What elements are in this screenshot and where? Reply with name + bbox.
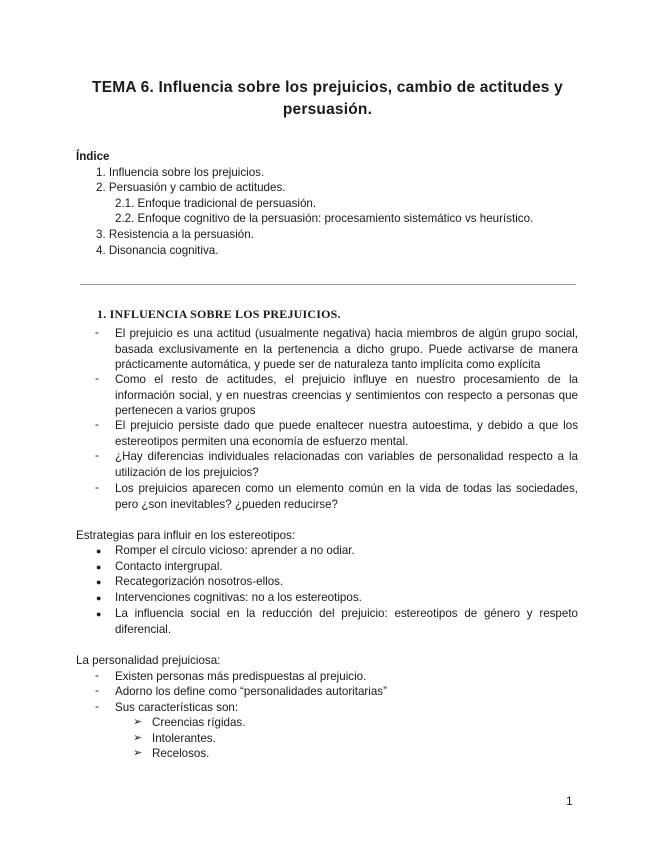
bullet-marker: ●	[96, 562, 102, 572]
bullet-marker: ●	[96, 546, 102, 556]
text-line: Los prejuicios aparecen como un elemento común en la vida de todas las sociedades,	[115, 482, 578, 495]
text-line: ¿Hay diferencias individuales relacionadas con variables de personalidad respecto a la	[115, 450, 578, 463]
arrow-bullet-icon: ➢	[133, 716, 143, 728]
text-line: pero ¿son inevitables? ¿pueden reducirse?	[115, 497, 338, 511]
arrow-bullet-icon: ➢	[133, 732, 143, 744]
personality-intro: La personalidad prejuiciosa:	[76, 654, 221, 667]
dash-marker: -	[95, 372, 99, 385]
list-item	[115, 590, 578, 606]
text-line: basada exclusivamente en la pertenencia a dicho grupo. Puede activarse de manera	[115, 342, 578, 356]
trait-item: Recelosos.	[152, 747, 210, 760]
dash-marker: -	[95, 418, 99, 431]
section-heading: 1. INFLUENCIA SOBRE LOS PREJUICIOS.	[97, 307, 341, 321]
dash-marker: -	[95, 449, 99, 462]
text-line: Contacto intergrupal.	[115, 560, 223, 573]
list-item	[115, 481, 578, 512]
text-line: utilización de los prejuicios?	[115, 465, 259, 479]
text-line: Recategorización nosotros-ellos.	[115, 575, 284, 588]
text-line: Como el resto de actitudes, el prejuicio influye en nuestro procesamiento de la	[115, 373, 578, 386]
list-item: Existen personas más predispuestas al prejuicio.	[115, 670, 367, 683]
list-item	[115, 559, 578, 575]
trait-item: Intolerantes.	[152, 732, 216, 745]
dash-marker: -	[95, 684, 99, 697]
arrow-bullet-icon: ➢	[133, 747, 143, 759]
dash-marker: -	[95, 326, 99, 339]
list-item	[115, 574, 578, 590]
list-item	[115, 326, 578, 373]
index-subitem: 2.1. Enfoque tradicional de persuasión.	[115, 197, 317, 210]
text-line: La influencia social en la reducción del prejuicio: estereotipos de género y respeto	[115, 607, 578, 620]
list-item: Adorno los define como “personalidades autoritarias”	[115, 685, 387, 698]
document-title: TEMA 6. Influencia sobre los prejuicios, cambio de actitudes y persuasión.	[92, 79, 563, 118]
horizontal-divider	[80, 284, 576, 285]
bullet-marker: ●	[96, 609, 102, 619]
page-number: 1	[566, 794, 573, 808]
text-line: estereotipos permiten una economía de esfuerzo mental.	[115, 434, 409, 448]
list-item	[115, 606, 578, 637]
trait-item: Creencias rígidas.	[152, 716, 246, 729]
list-item	[115, 372, 578, 419]
list-item	[115, 543, 578, 559]
text-line: información social, y en nuestras creencias y sentimientos con respecto a personas que	[115, 388, 578, 402]
bullet-marker: ●	[96, 593, 102, 603]
list-item	[115, 418, 578, 449]
dash-marker: -	[95, 481, 99, 494]
text-line: Romper el círculo vicioso: aprender a no odiar.	[115, 544, 355, 557]
dash-marker: -	[95, 669, 99, 682]
text-line: El prejuicio es una actitud (usualmente negativa) hacia miembros de algún grupo social,	[115, 327, 578, 340]
text-line: pertenecen a varios grupos	[115, 404, 256, 418]
index-subitem: 2.2. Enfoque cognitivo de la persuasión: procesamiento sistemático vs heurístico.	[115, 212, 534, 225]
text-line: Intervenciones cognitivas: no a los estereotipos.	[115, 591, 362, 604]
bullet-marker: ●	[96, 577, 102, 587]
list-item: Sus características son:	[115, 701, 239, 714]
text-line: El prejuicio persiste dado que puede enaltecer nuestra autoestima, y debido a que los	[115, 419, 578, 432]
strategies-intro: Estrategias para influir en los estereotipos:	[76, 529, 296, 542]
index-item: 1. Influencia sobre los prejuicios.	[96, 166, 265, 179]
text-line: prácticamente automática, y puede ser de naturaleza tanto implícita como explícita	[115, 358, 541, 372]
index-heading: Índice	[76, 150, 110, 163]
index-item: 2. Persuasión y cambio de actitudes.	[96, 181, 286, 194]
dash-marker: -	[95, 700, 99, 713]
list-item	[115, 449, 578, 480]
text-line: diferencial.	[115, 622, 172, 636]
index-item: 3. Resistencia a la persuasión.	[96, 228, 254, 241]
index-item: 4. Disonancia cognitiva.	[96, 244, 219, 257]
